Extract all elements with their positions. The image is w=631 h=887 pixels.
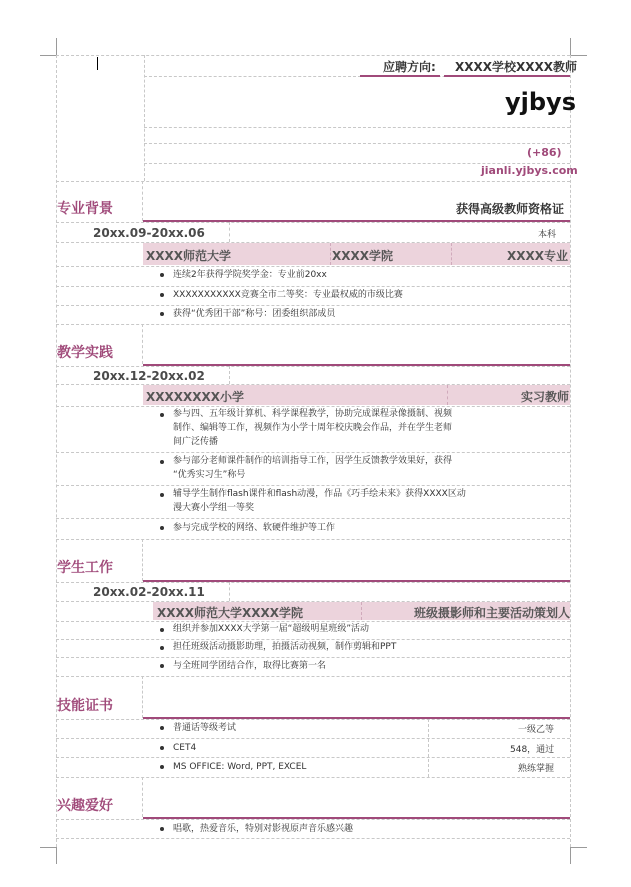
contact-website[interactable]: jianli.yjbys.com <box>481 164 578 177</box>
education-major: XXXX专业 <box>507 249 569 263</box>
grid-v <box>330 243 331 265</box>
bullet-icon <box>160 456 166 468</box>
crop-mark-tr-h <box>571 55 587 56</box>
grid-h <box>56 657 570 658</box>
section-title-teaching: 教学实践 <box>57 345 113 361</box>
crop-mark-tl-v <box>56 38 57 55</box>
grid-h <box>56 286 570 287</box>
skill-name: CET4 <box>173 743 197 753</box>
grid-h <box>144 127 570 128</box>
teaching-item-line: 漫大赛小学组一等奖 <box>173 503 255 513</box>
student-work-item: 组织并参加XXXX大学第一届“超级明星班级”活动 <box>173 624 369 634</box>
student-work-role: 班级摄影师和主要活动策划人 <box>414 606 571 620</box>
grid-h <box>56 222 570 223</box>
grid-v <box>447 385 448 405</box>
grid-h <box>56 819 570 820</box>
grid-v <box>451 243 452 265</box>
grid-h <box>56 582 570 583</box>
teacher-certificate: 获得高级教师资格证 <box>456 202 565 216</box>
grid-h <box>56 838 570 839</box>
grid-h <box>56 324 570 325</box>
education-item: 获得“优秀团干部”称号：团委组织部成员 <box>173 309 336 319</box>
grid-v <box>142 324 143 364</box>
grid-h <box>56 738 570 739</box>
grid-h <box>56 266 570 267</box>
education-item: 连续2年获得学院奖学金：专业前20xx <box>173 270 327 280</box>
teaching-role: 实习教师 <box>521 390 570 404</box>
education-college: XXXX学院 <box>332 249 394 263</box>
student-work-org: XXXX师范大学XXXX学院 <box>157 606 304 620</box>
section-title-skills: 技能证书 <box>57 698 113 714</box>
section-title-hobbies: 兴趣爱好 <box>57 798 113 814</box>
section-title-student-work: 学生工作 <box>57 560 113 576</box>
teaching-date: 20xx.12-20xx.02 <box>93 369 205 383</box>
skill-level: 一级乙等 <box>518 725 555 735</box>
bullet-icon <box>160 642 166 654</box>
skill-name: 普通话等级考试 <box>173 723 237 733</box>
candidate-name: yjbys <box>505 88 576 116</box>
education-degree: 本科 <box>538 230 557 240</box>
text-cursor <box>97 57 98 70</box>
apply-label-underline <box>360 75 440 77</box>
apply-value-underline <box>444 75 570 77</box>
teaching-item-line: 间广泛传播 <box>173 437 219 447</box>
grid-h <box>56 485 570 486</box>
bullet-icon <box>160 722 166 734</box>
teaching-school: XXXXXXXX小学 <box>146 390 245 404</box>
bullet-icon <box>160 823 166 835</box>
grid-v <box>229 366 230 384</box>
bullet-icon <box>160 660 166 672</box>
grid-v <box>142 676 143 718</box>
student-work-item: 与全班同学团结合作，取得比赛第一名 <box>173 661 327 671</box>
bullet-icon <box>160 489 166 501</box>
grid-h <box>56 181 570 182</box>
bullet-icon <box>160 269 166 281</box>
skill-level: 熟练掌握 <box>518 764 555 774</box>
crop-mark-tr-v <box>570 38 571 55</box>
student-work-item: 担任班级活动摄影助理，拍摄活动视频，制作剪辑和PPT <box>173 642 397 652</box>
skill-level: 548，通过 <box>510 745 555 755</box>
crop-mark-br-h <box>571 847 587 848</box>
grid-h <box>56 539 570 540</box>
grid-v <box>361 602 362 620</box>
grid-v <box>428 719 429 777</box>
grid-h <box>56 366 570 367</box>
grid-h <box>56 518 570 519</box>
education-date: 20xx.09-20xx.06 <box>93 226 205 240</box>
teaching-item-line: “优秀实习生”称号 <box>173 470 246 480</box>
grid-v <box>142 539 143 581</box>
contact-phone: (+86) <box>527 146 562 159</box>
student-work-date: 20xx.02-20xx.11 <box>93 585 205 599</box>
grid-v <box>229 582 230 601</box>
grid-h <box>56 777 570 778</box>
bullet-icon <box>160 624 166 636</box>
grid-h <box>56 452 570 453</box>
bullet-icon <box>160 742 166 754</box>
teaching-item-line: 辅导学生制作flash课件和flash动漫，作品《巧手绘未来》获得XXXX区动 <box>173 489 466 499</box>
education-item: XXXXXXXXXXX竞赛全市二等奖：专业最权威的市级比赛 <box>173 290 403 300</box>
skill-name: MS OFFICE: Word, PPT, EXCEL <box>173 762 307 772</box>
grid-h <box>56 719 570 720</box>
grid-h <box>56 676 570 677</box>
hobby-item: 唱歌，热爱音乐，特别对影视原声音乐感兴趣 <box>173 824 354 834</box>
teaching-item-line: 参与四、五年级计算机、科学课程教学，协助完成课程录像摄制、视频 <box>173 409 453 419</box>
bullet-icon <box>160 522 166 534</box>
grid-left <box>56 55 57 847</box>
grid-h <box>144 143 570 144</box>
crop-mark-bl-h <box>40 847 56 848</box>
section-title-education: 专业背景 <box>57 201 113 217</box>
teaching-item-line: 制作、编辑等工作，视频作为小学十周年校庆晚会作品，并在学生老师 <box>173 423 453 433</box>
crop-mark-bl-v <box>56 847 57 864</box>
grid-h <box>56 305 570 306</box>
education-school: XXXX师范大学 <box>146 249 232 263</box>
bullet-icon <box>160 409 166 421</box>
grid-v <box>229 222 230 242</box>
crop-mark-br-v <box>570 847 571 864</box>
bullet-icon <box>160 761 166 773</box>
teaching-item-line: 参与部分老师课件制作的培训指导工作，因学生反馈教学效果好，获得 <box>173 456 453 466</box>
grid-h <box>56 757 570 758</box>
grid-v <box>142 181 143 221</box>
grid-v <box>142 777 143 817</box>
apply-direction-value: XXXX学校XXXX教师 <box>455 60 578 74</box>
crop-mark-tl-h <box>40 55 56 56</box>
bullet-icon <box>160 289 166 301</box>
bullet-icon <box>160 308 166 320</box>
apply-direction-label: 应聘方向: <box>383 60 436 74</box>
grid-top <box>56 55 570 56</box>
teaching-item-line: 参与完成学校的网络、软硬件维护等工作 <box>173 523 336 533</box>
